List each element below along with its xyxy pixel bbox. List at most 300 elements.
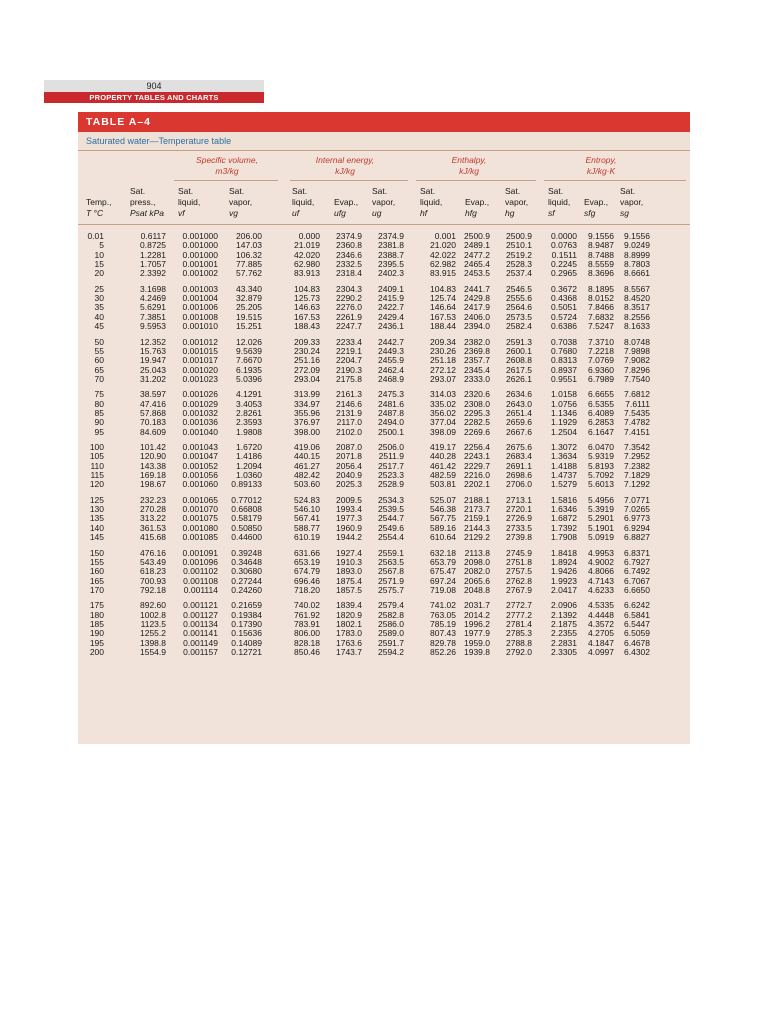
table-cell: 6.5059 xyxy=(624,628,650,639)
table-cell: 1893.0 xyxy=(336,566,362,577)
table-cell: 6.9294 xyxy=(624,522,650,533)
column-header-line: hf xyxy=(420,208,428,218)
table-cell: 2591.7 xyxy=(378,637,404,648)
section-title: PROPERTY TABLES AND CHARTS xyxy=(44,92,264,103)
column-header-line: liquid, xyxy=(178,197,201,207)
table-cell: 7.6670 xyxy=(236,355,262,366)
table-cell: 1.8418 xyxy=(551,547,577,558)
table-cell: 167.53 xyxy=(430,311,456,322)
table-cell: 2025.3 xyxy=(336,479,362,490)
table-cell: 7.0769 xyxy=(588,355,614,366)
table-cell: 2204.7 xyxy=(336,355,362,366)
table-cell: 3.1698 xyxy=(140,283,166,294)
table-cell: 482.59 xyxy=(430,470,456,481)
table-cell: 1910.3 xyxy=(336,556,362,567)
table-cell: 0.001000 xyxy=(182,231,218,241)
table-cell: 0.001102 xyxy=(183,566,218,577)
table-cell: 2071.8 xyxy=(336,451,362,462)
table-cell: 2575.7 xyxy=(378,584,404,595)
table-cell: 2261.9 xyxy=(336,311,362,322)
table-cell: 8.0152 xyxy=(588,293,614,304)
table-cell: 2.2355 xyxy=(551,628,577,639)
table-cell: 6.1935 xyxy=(236,364,262,375)
table-cell: 2462.4 xyxy=(378,364,404,375)
table-cell: 43.340 xyxy=(236,283,262,294)
temperature-cell: 170 xyxy=(89,584,104,595)
table-cell: 0.8725 xyxy=(140,240,166,251)
table-cell: 8.3696 xyxy=(588,268,614,279)
table-cell: 440.28 xyxy=(430,451,456,462)
table-cell: 2247.7 xyxy=(336,321,362,332)
table-cell: 1783.0 xyxy=(336,628,362,639)
table-cell: 2.1875 xyxy=(551,618,577,629)
temperature-cell: 160 xyxy=(89,566,104,577)
table-cell: 104.83 xyxy=(430,283,456,294)
table-subtitle: Saturated water—Temperature table xyxy=(86,136,232,146)
table-cell: 4.8066 xyxy=(588,566,614,577)
table-cell: 2500.9 xyxy=(506,231,532,241)
column-header-line: vf xyxy=(178,208,185,218)
column-header-line: Sat. xyxy=(229,186,245,196)
table-cell: 567.41 xyxy=(294,513,320,524)
table-cell: 419.06 xyxy=(294,442,320,452)
table-cell: 272.09 xyxy=(294,364,320,375)
table-cell: 2582.4 xyxy=(506,321,532,332)
table-cell: 503.60 xyxy=(294,479,320,490)
table-cell: 2144.3 xyxy=(464,522,490,533)
column-header xyxy=(584,186,608,219)
table-cell: 2777.2 xyxy=(506,609,532,620)
column-header-line: sf xyxy=(548,208,555,218)
table-cell: 2102.0 xyxy=(336,426,362,437)
table-cell: 0.0000 xyxy=(551,231,577,241)
table-cell: 0.19384 xyxy=(231,609,262,620)
table-cell: 0.001075 xyxy=(182,513,218,524)
table-cell: 8.0748 xyxy=(624,336,650,347)
table-cell: 2546.5 xyxy=(506,283,532,294)
table-cell: 313.99 xyxy=(294,389,320,400)
table-cell: 0.44600 xyxy=(231,532,262,543)
table-cell: 32.879 xyxy=(236,293,262,304)
column-header xyxy=(178,186,200,219)
table-cell: 0.001000 xyxy=(182,249,218,260)
table-cell: 8.6661 xyxy=(624,268,650,279)
table-cell: 2290.2 xyxy=(336,293,362,304)
table-cell: 2739.8 xyxy=(506,532,532,543)
table-cell: 7.9082 xyxy=(624,355,650,366)
table-cell: 1.4737 xyxy=(551,470,577,481)
column-header-line: Sat. xyxy=(620,186,636,196)
table-cell: 1123.5 xyxy=(140,618,166,629)
table-cell: 6.4302 xyxy=(624,647,650,657)
table-cell: 1959.0 xyxy=(464,637,490,648)
table-cell: 763.05 xyxy=(430,609,456,620)
table-cell: 0.001006 xyxy=(182,302,218,313)
group-rule-entropy xyxy=(544,180,686,181)
table-cell: 47.416 xyxy=(140,398,166,409)
table-cell: 232.23 xyxy=(140,494,166,505)
table-cell: 1839.4 xyxy=(336,600,362,611)
column-header-line: Temp., xyxy=(86,197,112,207)
table-cell: 2308.0 xyxy=(464,398,490,409)
table-cell: 461.42 xyxy=(430,460,456,471)
table-cell: 1.0158 xyxy=(551,389,577,400)
table-cell: 850.46 xyxy=(294,647,320,657)
table-cell: 0.000 xyxy=(298,231,320,241)
table-cell: 0.001002 xyxy=(182,268,218,279)
table-cell: 1.1346 xyxy=(551,407,577,418)
table-cell: 8.7488 xyxy=(588,249,614,260)
table-cell: 398.09 xyxy=(430,426,456,437)
table-cell: 2600.1 xyxy=(506,345,532,356)
table-cell: 2582.8 xyxy=(378,609,404,620)
table-cell: 6.1647 xyxy=(588,426,614,437)
table-cell: 0.21659 xyxy=(231,600,262,611)
column-header-line: Sat. xyxy=(178,186,194,196)
table-cell: 2481.6 xyxy=(378,398,404,409)
table-cell: 62.980 xyxy=(294,259,320,270)
table-cell: 4.2705 xyxy=(588,628,614,639)
table-cell: 188.44 xyxy=(430,321,456,332)
column-header-line: Evap., xyxy=(334,197,359,207)
table-cell: 272.12 xyxy=(430,364,456,375)
table-cell: 8.2556 xyxy=(624,311,650,322)
table-cell: 0.001017 xyxy=(182,355,218,366)
temperature-cell: 95 xyxy=(94,426,104,437)
table-cell: 1.9808 xyxy=(236,426,262,437)
temperature-cell: 145 xyxy=(89,532,104,543)
table-cell: 2082.0 xyxy=(464,566,490,577)
table-cell: 2762.8 xyxy=(506,575,532,586)
column-header-line: liquid, xyxy=(420,197,443,207)
table-cell: 618.23 xyxy=(140,566,166,577)
table-cell: 5.6291 xyxy=(140,302,166,313)
table-cell: 6.2853 xyxy=(588,417,614,428)
table-cell: 2402.3 xyxy=(378,268,404,279)
column-header-line: Sat. xyxy=(505,186,521,196)
table-cell: 2014.2 xyxy=(464,609,490,620)
table-cell: 7.6832 xyxy=(588,311,614,322)
column-header-line xyxy=(465,186,489,197)
temperature-cell: 120 xyxy=(89,479,104,490)
table-cell: 15.763 xyxy=(140,345,166,356)
column-header-line: Psat kPa xyxy=(130,208,165,218)
column-header-line: Sat. xyxy=(548,186,564,196)
table-cell: 610.64 xyxy=(430,532,456,543)
table-cell: 2374.9 xyxy=(378,231,404,241)
table-cell: 0.001121 xyxy=(183,600,218,611)
table-cell: 2394.0 xyxy=(464,321,490,332)
table-cell: 6.9360 xyxy=(588,364,614,375)
table-cell: 25.043 xyxy=(140,364,166,375)
table-cell: 2406.0 xyxy=(464,311,490,322)
column-header-line: Sat. xyxy=(420,186,436,196)
table-cell: 6.7492 xyxy=(624,566,650,577)
table-cell: 6.4678 xyxy=(624,637,650,648)
temperature-cell: 80 xyxy=(94,398,104,409)
column-header-line: ufg xyxy=(334,208,346,218)
table-cell: 0.7680 xyxy=(551,345,577,356)
table-cell: 1820.9 xyxy=(336,609,362,620)
table-cell: 5.2901 xyxy=(588,513,614,524)
temperature-cell: 35 xyxy=(94,302,104,313)
table-cell: 2534.3 xyxy=(378,494,404,505)
temperature-cell: 15 xyxy=(94,259,104,270)
table-cell: 1944.2 xyxy=(336,532,362,543)
table-cell: 2357.7 xyxy=(464,355,490,366)
table-cell: 415.68 xyxy=(140,532,166,543)
table-cell: 2056.4 xyxy=(336,460,362,471)
table-cell: 419.17 xyxy=(430,442,456,452)
table-cell: 0.2245 xyxy=(551,259,577,270)
table-cell: 2318.4 xyxy=(336,268,362,279)
temperature-cell: 65 xyxy=(94,364,104,375)
temperature-cell: 105 xyxy=(89,451,104,462)
table-cell: 2417.9 xyxy=(464,302,490,313)
table-cell: 2098.0 xyxy=(464,556,490,567)
table-cell: 792.18 xyxy=(140,584,166,595)
table-cell: 5.6013 xyxy=(588,479,614,490)
table-cell: 0.6117 xyxy=(140,231,166,241)
table-cell: 6.6650 xyxy=(624,584,650,595)
table-cell: 543.49 xyxy=(140,556,166,567)
group-rule-enthalpy xyxy=(416,180,536,181)
table-cell: 0.58179 xyxy=(231,513,262,524)
table-cell: 206.00 xyxy=(236,231,262,241)
table-cell: 0.30680 xyxy=(231,566,262,577)
table-cell: 2129.2 xyxy=(464,532,490,543)
column-header-line xyxy=(584,186,608,197)
table-cell: 77.885 xyxy=(236,259,262,270)
table-cell: 503.81 xyxy=(430,479,456,490)
temperature-cell: 195 xyxy=(89,637,104,648)
table-cell: 1977.9 xyxy=(464,628,490,639)
table-cell: 697.24 xyxy=(430,575,456,586)
table-cell: 1977.3 xyxy=(336,513,362,524)
table-cell: 1.7392 xyxy=(551,522,577,533)
table-cell: 2173.7 xyxy=(464,504,490,515)
table-cell: 9.1556 xyxy=(624,231,650,241)
temperature-cell: 5 xyxy=(99,240,104,251)
header-rule xyxy=(78,224,690,225)
table-cell: 2229.7 xyxy=(464,460,490,471)
table-cell: 2528.9 xyxy=(378,479,404,490)
group-header-specific-volume xyxy=(182,155,272,177)
table-cell: 313.22 xyxy=(140,513,166,524)
table-cell: 2429.8 xyxy=(464,293,490,304)
table-cell: 9.0249 xyxy=(624,240,650,251)
table-cell: 7.5435 xyxy=(624,407,650,418)
table-cell: 546.10 xyxy=(294,504,320,515)
temperature-cell: 70 xyxy=(94,373,104,384)
table-cell: 1960.9 xyxy=(336,522,362,533)
table-cell: 0.001149 xyxy=(183,637,218,648)
table-cell: 632.18 xyxy=(430,547,456,558)
table-cell: 5.4956 xyxy=(588,494,614,505)
table-cell: 2131.9 xyxy=(336,407,362,418)
table-cell: 6.9773 xyxy=(624,513,650,524)
table-cell: 2.0417 xyxy=(551,584,577,595)
table-cell: 3.4053 xyxy=(236,398,262,409)
table-cell: 2436.1 xyxy=(378,321,404,332)
table-cell: 19.515 xyxy=(236,311,262,322)
table-cell: 120.90 xyxy=(140,451,166,462)
table-cell: 2388.7 xyxy=(378,249,404,260)
table-cell: 610.19 xyxy=(294,532,320,543)
table-cell: 0.8313 xyxy=(551,355,577,366)
table-cell: 761.92 xyxy=(294,609,320,620)
table-cell: 147.03 xyxy=(236,240,262,251)
table-cell: 2048.8 xyxy=(464,584,490,595)
table-cell: 2477.2 xyxy=(464,249,490,260)
table-cell: 461.27 xyxy=(294,460,320,471)
column-header-line: T °C xyxy=(86,208,104,218)
column-header-line: uf xyxy=(292,208,300,218)
table-cell: 101.42 xyxy=(140,442,166,452)
table-cell: 2506.0 xyxy=(378,442,404,452)
group-title-entropy: Entropy, xyxy=(585,155,617,165)
table-cell: 8.4520 xyxy=(624,293,650,304)
table-cell: 251.18 xyxy=(430,355,456,366)
table-cell: 1.7908 xyxy=(551,532,577,543)
table-cell: 314.03 xyxy=(430,389,456,400)
table-cell: 4.1291 xyxy=(236,389,262,400)
group-header-entropy xyxy=(556,155,646,177)
table-cell: 829.78 xyxy=(430,637,456,648)
table-cell: 0.001 xyxy=(434,231,456,241)
table-cell: 0.001020 xyxy=(182,364,218,375)
table-cell: 355.96 xyxy=(294,407,320,418)
table-cell: 0.39248 xyxy=(231,547,262,558)
table-cell: 1.1929 xyxy=(551,417,577,428)
table-cell: 6.6242 xyxy=(624,600,650,611)
table-cell: 525.07 xyxy=(430,494,456,505)
table-cell: 2320.6 xyxy=(464,389,490,400)
table-cell: 0.001036 xyxy=(182,417,218,428)
table-cell: 1002.8 xyxy=(140,609,166,620)
temperature-cell: 75 xyxy=(94,389,104,400)
table-cell: 0.001096 xyxy=(182,556,218,567)
table-cell: 251.16 xyxy=(294,355,320,366)
table-cell: 2175.8 xyxy=(336,373,362,384)
table-cell: 6.5355 xyxy=(588,398,614,409)
table-cell: 2564.6 xyxy=(506,302,532,313)
table-cell: 2.2831 xyxy=(551,637,577,648)
table-cell: 270.28 xyxy=(140,504,166,515)
table-cell: 146.63 xyxy=(294,302,320,313)
table-cell: 2589.0 xyxy=(378,628,404,639)
table-cell: 1743.7 xyxy=(336,647,362,657)
table-cell: 785.19 xyxy=(430,618,456,629)
group-title-enthalpy: Enthalpy, xyxy=(451,155,487,165)
table-cell: 2374.9 xyxy=(336,231,362,241)
table-cell: 718.20 xyxy=(294,584,320,595)
table-cell: 2381.8 xyxy=(378,240,404,251)
column-header-line: Sat. xyxy=(292,186,308,196)
table-cell: 6.5447 xyxy=(624,618,650,629)
table-cell: 2216.0 xyxy=(464,470,490,481)
table-cell: 12.026 xyxy=(236,336,262,347)
table-cell: 1.6346 xyxy=(551,504,577,515)
table-cell: 0.6386 xyxy=(551,321,577,332)
table-cell: 2517.7 xyxy=(378,460,404,471)
table-cell: 2442.7 xyxy=(378,336,404,347)
temperature-cell: 200 xyxy=(89,647,104,657)
table-cell: 546.38 xyxy=(430,504,456,515)
table-cell: 0.24260 xyxy=(231,584,262,595)
table-cell: 2382.0 xyxy=(464,336,490,347)
column-header xyxy=(86,186,112,219)
table-cell: 2549.6 xyxy=(378,522,404,533)
table-cell: 2.0906 xyxy=(551,600,577,611)
table-cell: 2544.7 xyxy=(378,513,404,524)
column-header xyxy=(465,186,489,219)
table-cell: 146.64 xyxy=(430,302,456,313)
table-cell: 42.022 xyxy=(430,249,456,260)
table-cell: 2.3392 xyxy=(140,268,166,279)
table-cell: 7.5247 xyxy=(588,321,614,332)
table-cell: 7.3542 xyxy=(624,442,650,452)
table-cell: 1993.4 xyxy=(336,504,362,515)
table-cell: 2626.1 xyxy=(506,373,532,384)
table-cell: 0.001000 xyxy=(182,240,218,251)
table-cell: 6.7927 xyxy=(624,556,650,567)
column-header xyxy=(130,186,164,219)
table-cell: 6.7989 xyxy=(588,373,614,384)
table-cell: 7.9898 xyxy=(624,345,650,356)
table-cell: 2554.4 xyxy=(378,532,404,543)
table-cell: 7.0771 xyxy=(624,494,650,505)
table-cell: 2282.5 xyxy=(464,417,490,428)
table-cell: 0.001070 xyxy=(182,504,218,515)
table-cell: 398.00 xyxy=(294,426,320,437)
table-cell: 2188.1 xyxy=(464,494,490,505)
table-cell: 8.3517 xyxy=(624,302,650,313)
table-cell: 2745.9 xyxy=(506,547,532,558)
table-cell: 4.9002 xyxy=(588,556,614,567)
table-cell: 740.02 xyxy=(294,600,320,611)
table-cell: 852.26 xyxy=(430,647,456,657)
column-header xyxy=(372,186,395,219)
table-cell: 482.42 xyxy=(294,470,320,481)
table-cell: 104.83 xyxy=(294,283,320,294)
table-cell: 2510.1 xyxy=(506,240,532,251)
table-cell: 2643.0 xyxy=(506,398,532,409)
table-cell: 2706.0 xyxy=(506,479,532,490)
group-rule-specific-volume xyxy=(174,180,278,181)
table-cell: 2523.3 xyxy=(378,470,404,481)
table-cell: 1.2094 xyxy=(236,460,262,471)
table-cell: 6.7067 xyxy=(624,575,650,586)
group-rule-internal-energy xyxy=(290,180,408,181)
table-cell: 62.982 xyxy=(430,259,456,270)
table-cell: 6.8371 xyxy=(624,547,650,558)
table-cell: 0.001004 xyxy=(182,293,218,304)
column-header xyxy=(505,186,528,219)
table-cell: 0.4368 xyxy=(551,293,577,304)
table-cell: 125.74 xyxy=(430,293,456,304)
column-header-line: hg xyxy=(505,208,515,218)
table-cell: 0.001001 xyxy=(182,259,218,270)
table-cell: 2233.4 xyxy=(336,336,362,347)
table-cell: 8.9487 xyxy=(588,240,614,251)
temperature-cell: 125 xyxy=(89,494,104,505)
table-cell: 2733.5 xyxy=(506,522,532,533)
table-cell: 7.8466 xyxy=(588,302,614,313)
table-cell: 2634.6 xyxy=(506,389,532,400)
table-cell: 2040.9 xyxy=(336,470,362,481)
table-cell: 2772.7 xyxy=(506,600,532,611)
